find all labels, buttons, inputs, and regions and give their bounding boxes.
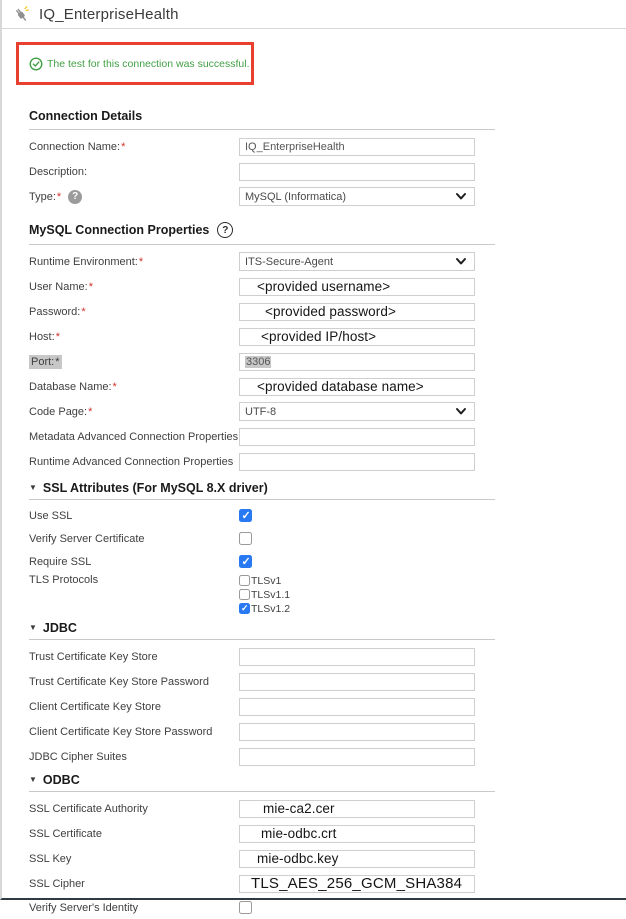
- form-row: [29, 821, 502, 846]
- connection-name-input[interactable]: IQ_EnterpriseHealth: [239, 138, 475, 156]
- chevron-down-icon: [456, 408, 466, 415]
- metadata-advanced-input[interactable]: [239, 428, 475, 446]
- user-name-label: User Name: *: [29, 280, 93, 293]
- description-label: Description:: [29, 165, 88, 178]
- password-input[interactable]: <provided password>: [239, 303, 475, 321]
- code-page-select[interactable]: UTF-8: [239, 402, 475, 421]
- ssl-cipher-label: SSL Cipher: [29, 877, 85, 890]
- page-header: [2, 0, 626, 29]
- help-icon[interactable]: ?: [68, 190, 82, 204]
- trust-certificate-key-store-password-label: Trust Certificate Key Store Password: [29, 675, 209, 688]
- required-marker: *: [56, 190, 62, 203]
- ssl-key-input[interactable]: mie-odbc.key: [239, 850, 475, 868]
- tls-option: [239, 574, 290, 587]
- section-title-text: SSL Attributes (For MySQL 8.X driver): [42, 481, 268, 495]
- section-connection-details: [29, 109, 495, 130]
- section-mysql-properties: [29, 222, 495, 245]
- section-jdbc: [29, 621, 495, 640]
- required-marker: *: [112, 380, 117, 393]
- form-row: [29, 796, 502, 821]
- type-label: Type: * ?: [29, 190, 239, 204]
- required-marker: *: [55, 355, 60, 368]
- section-odbc: [29, 773, 495, 792]
- form-row: [29, 669, 502, 694]
- tlsv1-label: TLSv1: [251, 574, 282, 587]
- required-marker: *: [55, 330, 60, 343]
- verify-server-certificate-checkbox[interactable]: [239, 532, 252, 545]
- section-title-text: ODBC: [42, 773, 80, 787]
- trust-certificate-key-store-password-input[interactable]: [239, 673, 475, 691]
- section-title-text: Connection Details: [29, 109, 143, 123]
- tlsv1-checkbox[interactable]: [239, 575, 250, 586]
- host-input[interactable]: <provided IP/host>: [239, 328, 475, 346]
- form-row: [29, 896, 502, 919]
- form-row: [29, 374, 502, 399]
- tls-option: [239, 588, 290, 601]
- runtime-environment-select[interactable]: ITS-Secure-Agent: [239, 252, 475, 271]
- client-certificate-key-store-label: Client Certificate Key Store: [29, 700, 162, 713]
- collapse-triangle-icon[interactable]: ▼: [29, 622, 37, 632]
- verify-servers-identity-checkbox[interactable]: [239, 901, 252, 914]
- form-row: [29, 744, 502, 769]
- form-row: [29, 550, 502, 573]
- verify-servers-identity-label: Verify Server's Identity: [29, 901, 139, 914]
- ssl-key-label: SSL Key: [29, 852, 72, 865]
- jdbc-cipher-suites-input[interactable]: [239, 748, 475, 766]
- required-marker: *: [138, 255, 144, 268]
- require-ssl-label: Require SSL: [29, 555, 92, 568]
- ssl-certificate-authority-label: SSL Certificate Authority: [29, 802, 148, 815]
- success-banner: [29, 57, 250, 71]
- section-title-text: MySQL Connection Properties: [29, 223, 210, 237]
- form-row: [29, 424, 502, 449]
- collapse-triangle-icon[interactable]: ▼: [29, 774, 37, 784]
- form-row: [29, 134, 502, 159]
- database-name-input[interactable]: <provided database name>: [239, 378, 475, 396]
- form-row: [29, 249, 502, 274]
- form-row: [29, 349, 502, 374]
- form-row: [29, 719, 502, 744]
- form-row: [29, 324, 502, 349]
- code-page-label: Code Page: *: [29, 405, 93, 418]
- client-certificate-key-store-password-input[interactable]: [239, 723, 475, 741]
- form-row: [29, 159, 502, 184]
- use-ssl-checkbox[interactable]: [239, 509, 252, 522]
- help-icon[interactable]: ?: [217, 222, 233, 238]
- user-name-input[interactable]: <provided username>: [239, 278, 475, 296]
- tlsv1-2-checkbox[interactable]: [239, 603, 250, 614]
- required-marker: *: [88, 405, 93, 418]
- form-row: [29, 573, 502, 614]
- metadata-advanced-label: Metadata Advanced Connection Properties: [29, 430, 239, 443]
- form-row: [29, 299, 502, 324]
- ssl-cipher-input[interactable]: TLS_AES_256_GCM_SHA384: [239, 875, 475, 893]
- required-marker: *: [88, 280, 93, 293]
- form-row: [29, 184, 502, 209]
- connection-form: [2, 109, 522, 919]
- host-label: Host: *: [29, 330, 60, 343]
- form-row: [29, 846, 502, 871]
- form-row: [29, 527, 502, 550]
- connection-name-label: Connection Name: *: [29, 140, 126, 153]
- success-message: The test for this connection was successful.: [47, 57, 250, 70]
- tlsv1-1-checkbox[interactable]: [239, 589, 250, 600]
- trust-certificate-key-store-input[interactable]: [239, 648, 475, 666]
- runtime-advanced-label: Runtime Advanced Connection Properties: [29, 455, 234, 468]
- require-ssl-checkbox[interactable]: [239, 555, 252, 568]
- form-row: [29, 274, 502, 299]
- tls-protocols-label: TLS Protocols: [29, 574, 99, 586]
- page-title: IQ_EnterpriseHealth: [39, 5, 179, 23]
- form-row: [29, 644, 502, 669]
- type-select[interactable]: MySQL (Informatica): [239, 187, 475, 206]
- ssl-certificate-label: SSL Certificate: [29, 827, 102, 840]
- required-marker: *: [81, 305, 86, 318]
- runtime-advanced-input[interactable]: [239, 453, 475, 471]
- client-certificate-key-store-input[interactable]: [239, 698, 475, 716]
- form-row: [29, 504, 502, 527]
- description-input[interactable]: [239, 163, 475, 181]
- tlsv1-2-label: TLSv1.2: [251, 602, 291, 615]
- collapse-triangle-icon[interactable]: ▼: [29, 482, 37, 492]
- section-ssl-attributes: [29, 481, 495, 500]
- annotation-highlight-box: [16, 42, 254, 85]
- form-row: [29, 399, 502, 424]
- form-row: [29, 694, 502, 719]
- database-name-label: Database Name: *: [29, 380, 117, 393]
- plug-icon: [12, 5, 31, 24]
- required-marker: *: [121, 140, 126, 153]
- jdbc-cipher-suites-label: JDBC Cipher Suites: [29, 750, 127, 763]
- port-input[interactable]: 3306: [239, 353, 475, 371]
- use-ssl-label: Use SSL: [29, 509, 73, 522]
- chevron-down-icon: [456, 193, 466, 200]
- password-label: Password: *: [29, 305, 86, 318]
- ssl-certificate-authority-input[interactable]: mie-ca2.cer: [239, 800, 475, 818]
- tlsv1-1-label: TLSv1.1: [251, 588, 291, 601]
- verify-server-certificate-label: Verify Server Certificate: [29, 532, 145, 545]
- form-row: [29, 871, 502, 896]
- ssl-certificate-input[interactable]: mie-odbc.crt: [239, 825, 475, 843]
- client-certificate-key-store-password-label: Client Certificate Key Store Password: [29, 725, 213, 738]
- success-check-icon: [29, 57, 43, 71]
- tls-option: [239, 602, 290, 615]
- trust-certificate-key-store-label: Trust Certificate Key Store: [29, 650, 158, 663]
- chevron-down-icon: [456, 258, 466, 265]
- port-label: Port:*: [31, 355, 60, 368]
- tls-protocols-group: [239, 573, 290, 615]
- form-row: [29, 449, 502, 474]
- section-title-text: JDBC: [42, 621, 77, 635]
- runtime-environment-label: Runtime Environment: *: [29, 255, 144, 268]
